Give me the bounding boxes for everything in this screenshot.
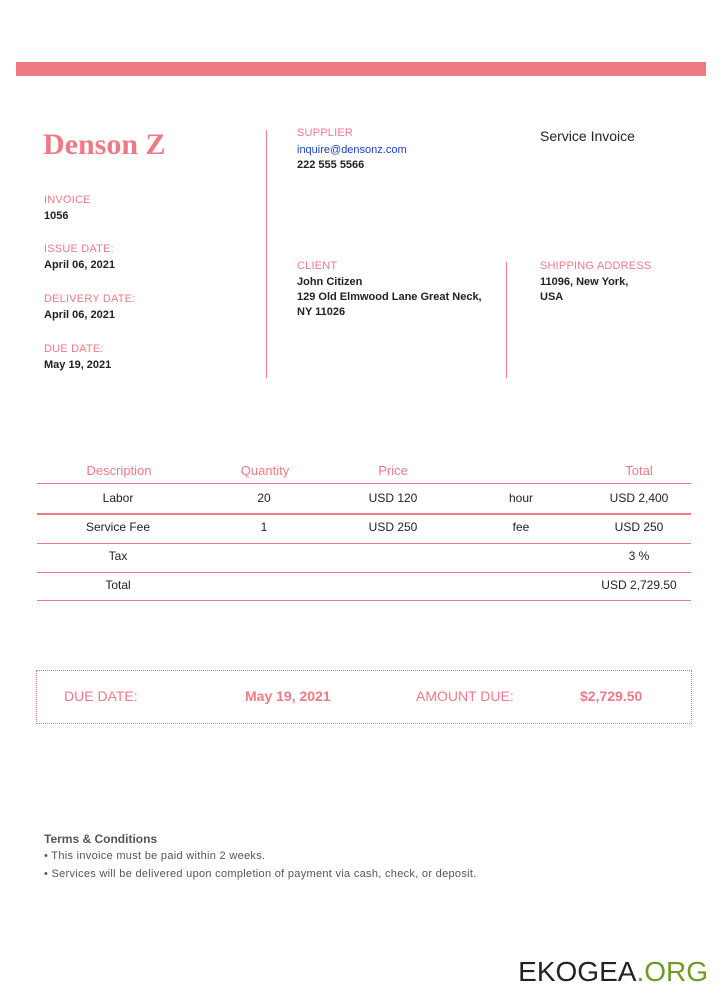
table-header-price: Price [378,463,408,478]
document-type: Service Invoice [540,128,635,144]
delivery-date-label: DELIVERY DATE: [44,293,136,305]
table-divider [37,572,691,573]
header-accent-bar [16,62,706,76]
terms-title: Terms & Conditions [44,832,158,846]
table-header-description: Description [86,463,152,478]
column-divider [506,262,507,378]
issue-date: April 06, 2021 [44,259,115,271]
due-date: May 19, 2021 [44,359,112,371]
supplier-email[interactable]: inquire@densonz.com [297,144,407,156]
row-quantity: 1 [260,520,268,534]
row-description: Total [105,578,131,592]
row-description: Labor [102,491,134,505]
row-description: Service Fee [85,520,151,534]
row-total: 3 % [628,549,650,563]
shipping-label: SHIPPING ADDRESS [540,260,652,272]
shipping-line1: 11096, New York, [540,276,629,288]
table-header-total: Total [625,463,653,478]
watermark-logo [518,956,708,988]
table-divider [37,513,691,515]
row-price: USD 120 [368,491,418,505]
amount-due-label: AMOUNT DUE: [416,688,514,704]
row-total: USD 2,729.50 [601,578,677,592]
table-divider [37,600,691,601]
terms-item: • This invoice must be paid within 2 weeks. [44,850,266,862]
issue-date-label: ISSUE DATE: [44,243,114,255]
due-date-label: DUE DATE: [44,343,104,355]
summary-due-date: May 19, 2021 [245,688,331,704]
row-quantity: 20 [257,491,271,505]
client-label: CLIENT [297,260,338,272]
row-description: Tax [108,549,128,563]
supplier-phone: 222 555 5566 [297,159,365,171]
row-price: USD 250 [368,520,418,534]
supplier-label: SUPPLIER [297,127,354,139]
row-total: USD 2,400 [609,491,669,505]
table-header-quantity: Quantity [240,463,290,478]
amount-due: $2,729.50 [580,688,643,704]
terms-item: • Services will be delivered upon completion of payment via cash, check, or deposit. [44,868,477,880]
summary-due-date-label: DUE DATE: [64,688,138,704]
client-address-line2: NY 11026 [297,306,346,318]
row-total: USD 250 [614,520,664,534]
client-address-line1: 129 Old Elmwood Lane Great Neck, [297,291,482,303]
row-unit: hour [508,491,534,505]
table-divider [37,543,691,544]
client-name: John Citizen [297,276,363,288]
company-name: Denson Z [43,128,166,161]
column-divider [266,130,267,378]
row-unit: fee [512,520,530,534]
table-divider [37,483,691,484]
invoice-number: 1056 [44,210,69,222]
delivery-date: April 06, 2021 [44,309,115,321]
watermark-part1: EKOGEA [518,956,637,987]
watermark-part2: .ORG [636,956,708,987]
shipping-line2: USA [540,291,564,303]
invoice-number-label: INVOICE [44,194,91,206]
